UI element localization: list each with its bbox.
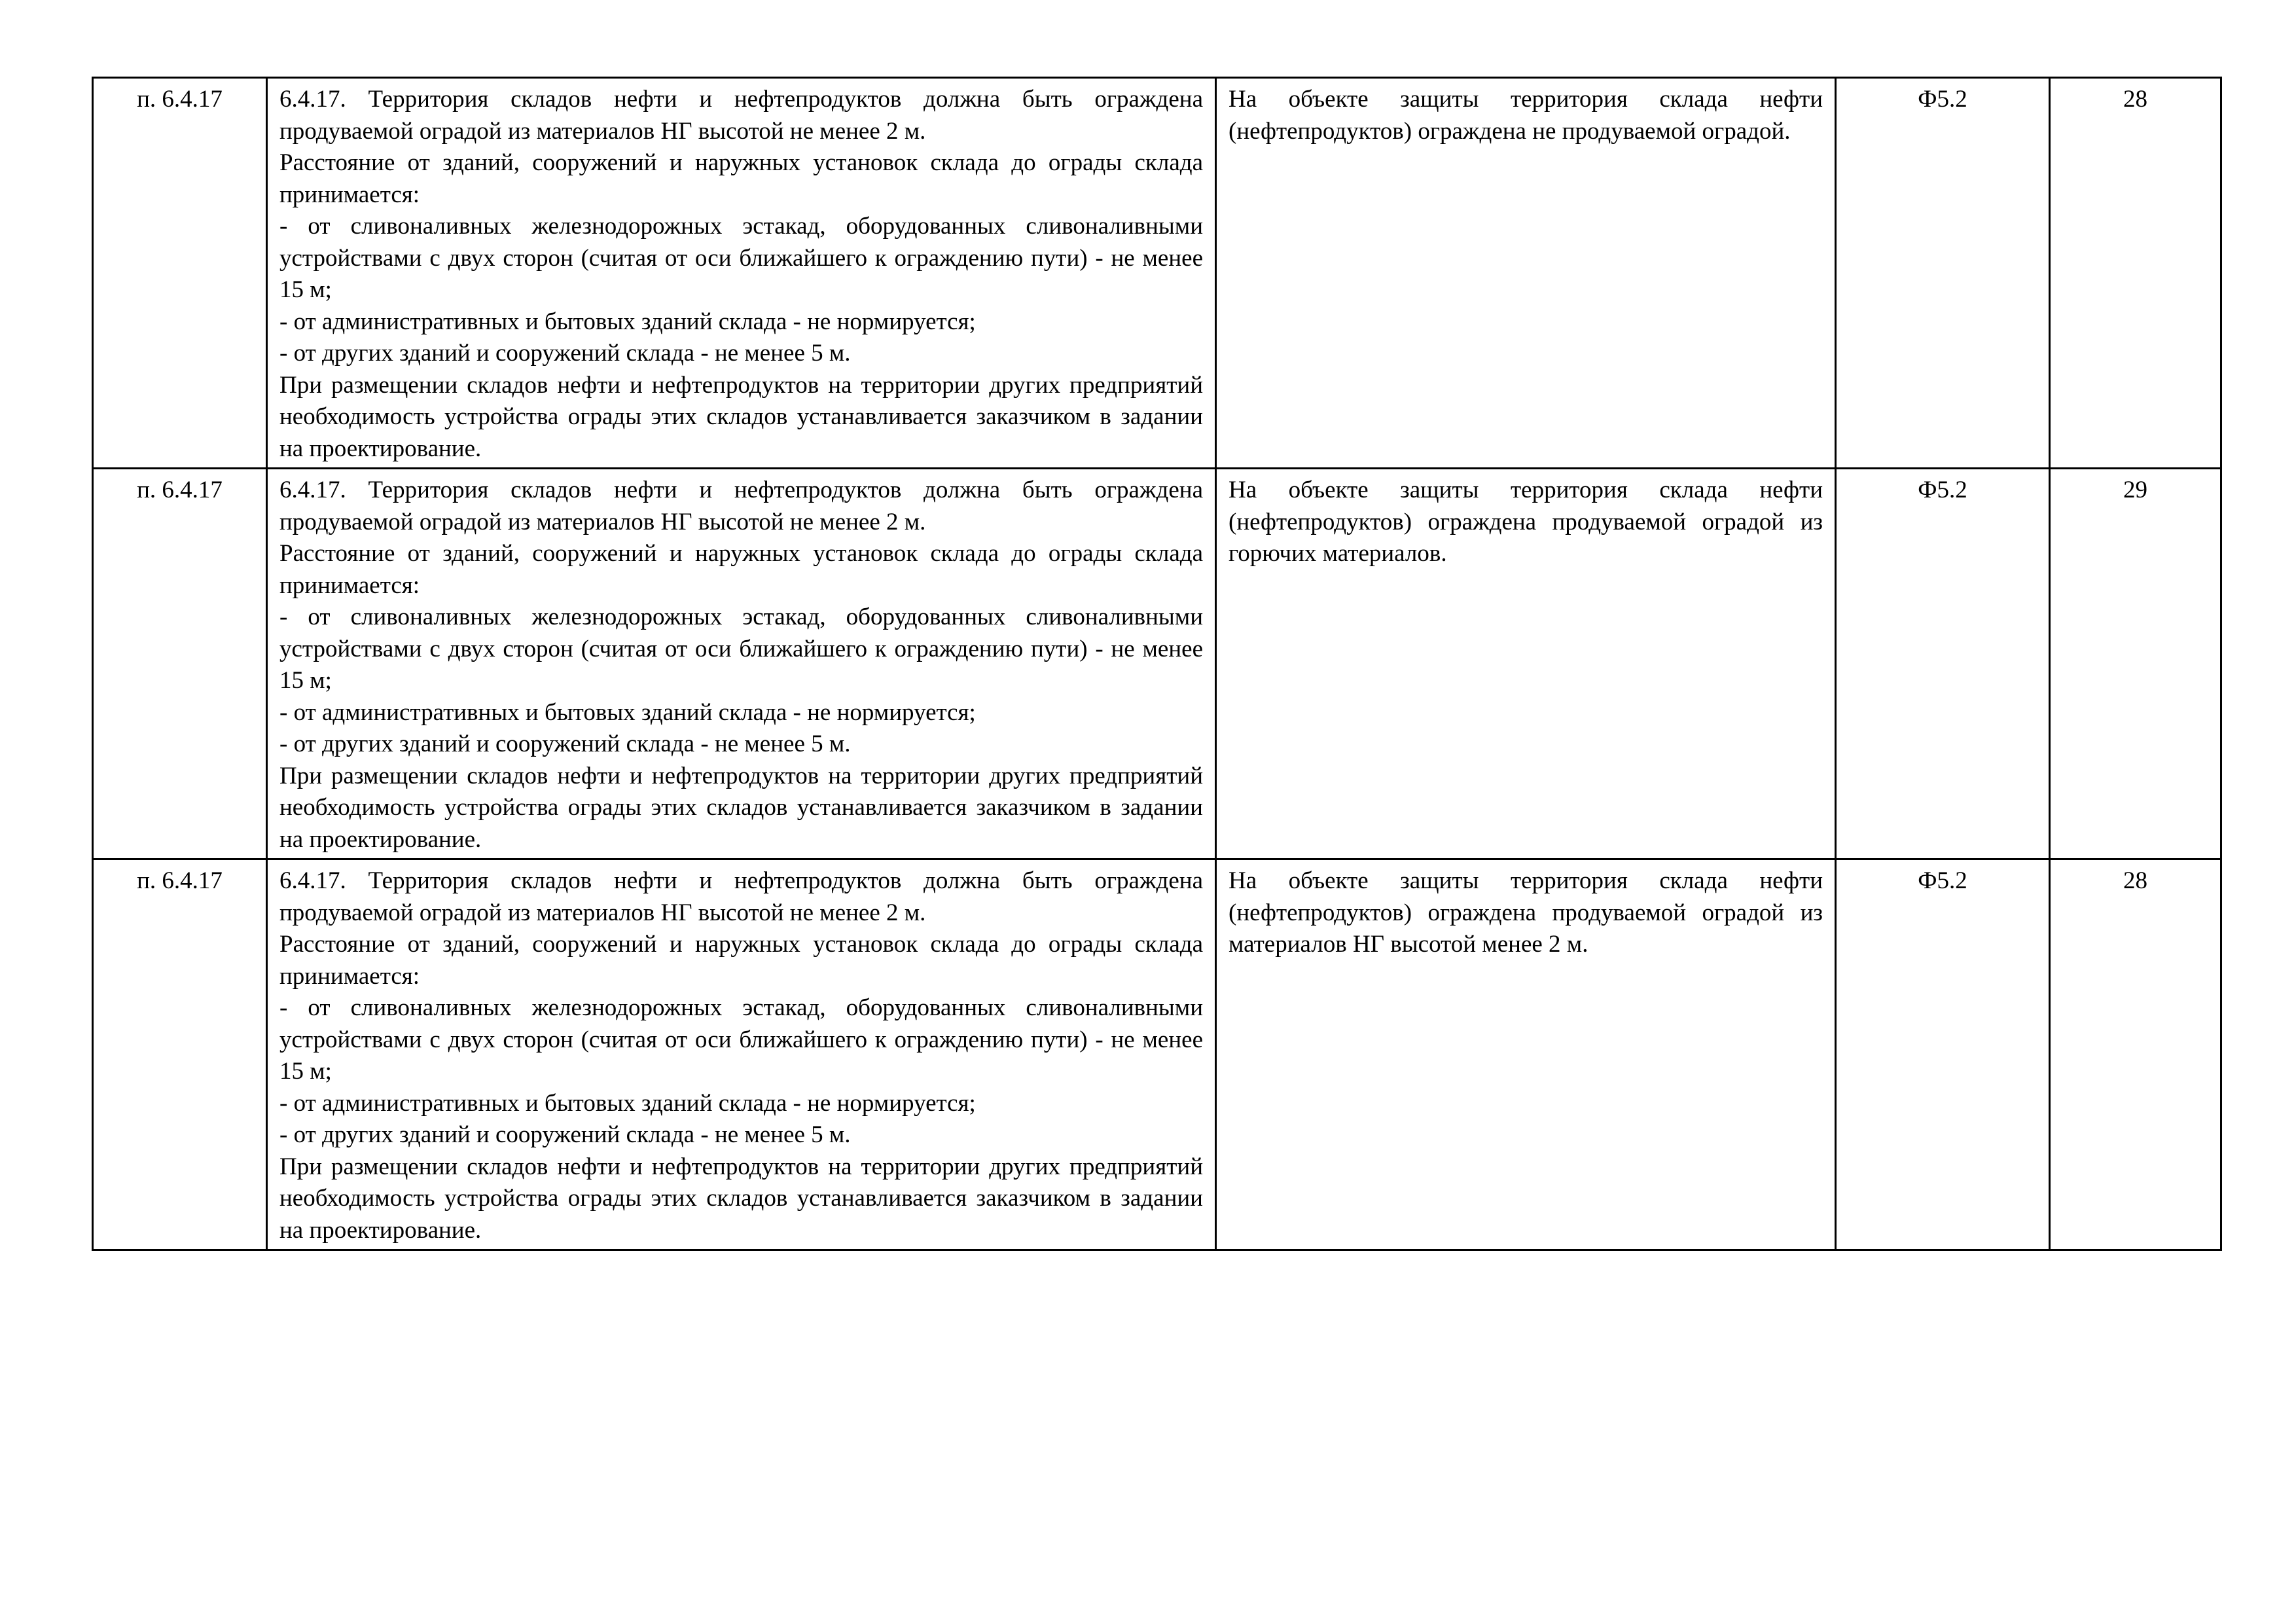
requirement-paragraph: - от сливоналивных железнодорожных эстакад, оборудованных сливоналивными устройствами с двух сторон (считая от оси ближайшего к ограждению пути) - не менее 15 м; [279, 213, 1203, 303]
requirement-paragraph: Расстояние от зданий, сооружений и наружных установок склада до ограды склада принимается: [279, 931, 1203, 990]
row-number: 28 [2050, 78, 2221, 469]
requirement-text [267, 469, 1216, 859]
requirement-paragraph: При размещении складов нефти и нефтепродуктов на территории других предприятий необходимость устройства ограды этих складов устанавливается заказчиком в задании на проектирование. [279, 371, 1203, 462]
requirement-paragraph: 6.4.17. Территория складов нефти и нефтепродуктов должна быть ограждена продуваемой оградой из материалов НГ высотой не менее 2 м. [279, 86, 1203, 145]
clause-reference: п. 6.4.17 [93, 469, 267, 859]
requirement-text [267, 859, 1216, 1250]
violation-text: На объекте защиты территория склада нефти (нефтепродуктов) ограждена не продуваемой оградой. [1216, 78, 1836, 469]
requirement-paragraph: 6.4.17. Территория складов нефти и нефтепродуктов должна быть ограждена продуваемой оградой из материалов НГ высотой не менее 2 м. [279, 867, 1203, 926]
row-number: 29 [2050, 469, 2221, 859]
violation-text: На объекте защиты территория склада нефти (нефтепродуктов) ограждена продуваемой оградой из горючих материалов. [1216, 469, 1836, 859]
requirement-paragraph: Расстояние от зданий, сооружений и наружных установок склада до ограды склада принимается: [279, 540, 1203, 599]
requirement-paragraph: - от сливоналивных железнодорожных эстакад, оборудованных сливоналивными устройствами с двух сторон (считая от оси ближайшего к ограждению пути) - не менее 15 м; [279, 604, 1203, 694]
requirements-table [92, 77, 2222, 1251]
table-row [93, 78, 2221, 469]
requirement-paragraph: 6.4.17. Территория складов нефти и нефтепродуктов должна быть ограждена продуваемой оградой из материалов НГ высотой не менее 2 м. [279, 477, 1203, 535]
requirement-paragraph: - от административных и бытовых зданий склада - не нормируется; [279, 698, 976, 726]
requirement-paragraph: - от административных и бытовых зданий склада - не нормируется; [279, 308, 976, 335]
requirement-paragraph: - от других зданий и сооружений склада - не менее 5 м. [279, 731, 851, 757]
hazard-class: Ф5.2 [1836, 78, 2050, 469]
requirement-paragraph: - от других зданий и сооружений склада - не менее 5 м. [279, 1121, 851, 1148]
clause-reference: п. 6.4.17 [93, 78, 267, 469]
requirement-paragraph: При размещении складов нефти и нефтепродуктов на территории других предприятий необходимость устройства ограды этих складов устанавливается заказчиком в задании на проектирование. [279, 1153, 1203, 1244]
violation-text: На объекте защиты территория склада нефти (нефтепродуктов) ограждена продуваемой оградой из материалов НГ высотой менее 2 м. [1216, 859, 1836, 1250]
requirement-paragraph: При размещении складов нефти и нефтепродуктов на территории других предприятий необходимость устройства ограды этих складов устанавливается заказчиком в задании на проектирование. [279, 762, 1203, 853]
hazard-class: Ф5.2 [1836, 859, 2050, 1250]
requirement-text [267, 78, 1216, 469]
hazard-class: Ф5.2 [1836, 469, 2050, 859]
table-row [93, 469, 2221, 859]
row-number: 28 [2050, 859, 2221, 1250]
table-row [93, 859, 2221, 1250]
requirement-paragraph: - от административных и бытовых зданий склада - не нормируется; [279, 1089, 976, 1117]
requirement-paragraph: - от сливоналивных железнодорожных эстакад, оборудованных сливоналивными устройствами с двух сторон (считая от оси ближайшего к ограждению пути) - не менее 15 м; [279, 994, 1203, 1085]
requirement-paragraph: - от других зданий и сооружений склада - не менее 5 м. [279, 340, 851, 367]
requirement-paragraph: Расстояние от зданий, сооружений и наружных установок склада до ограды склада принимается: [279, 149, 1203, 208]
clause-reference: п. 6.4.17 [93, 859, 267, 1250]
